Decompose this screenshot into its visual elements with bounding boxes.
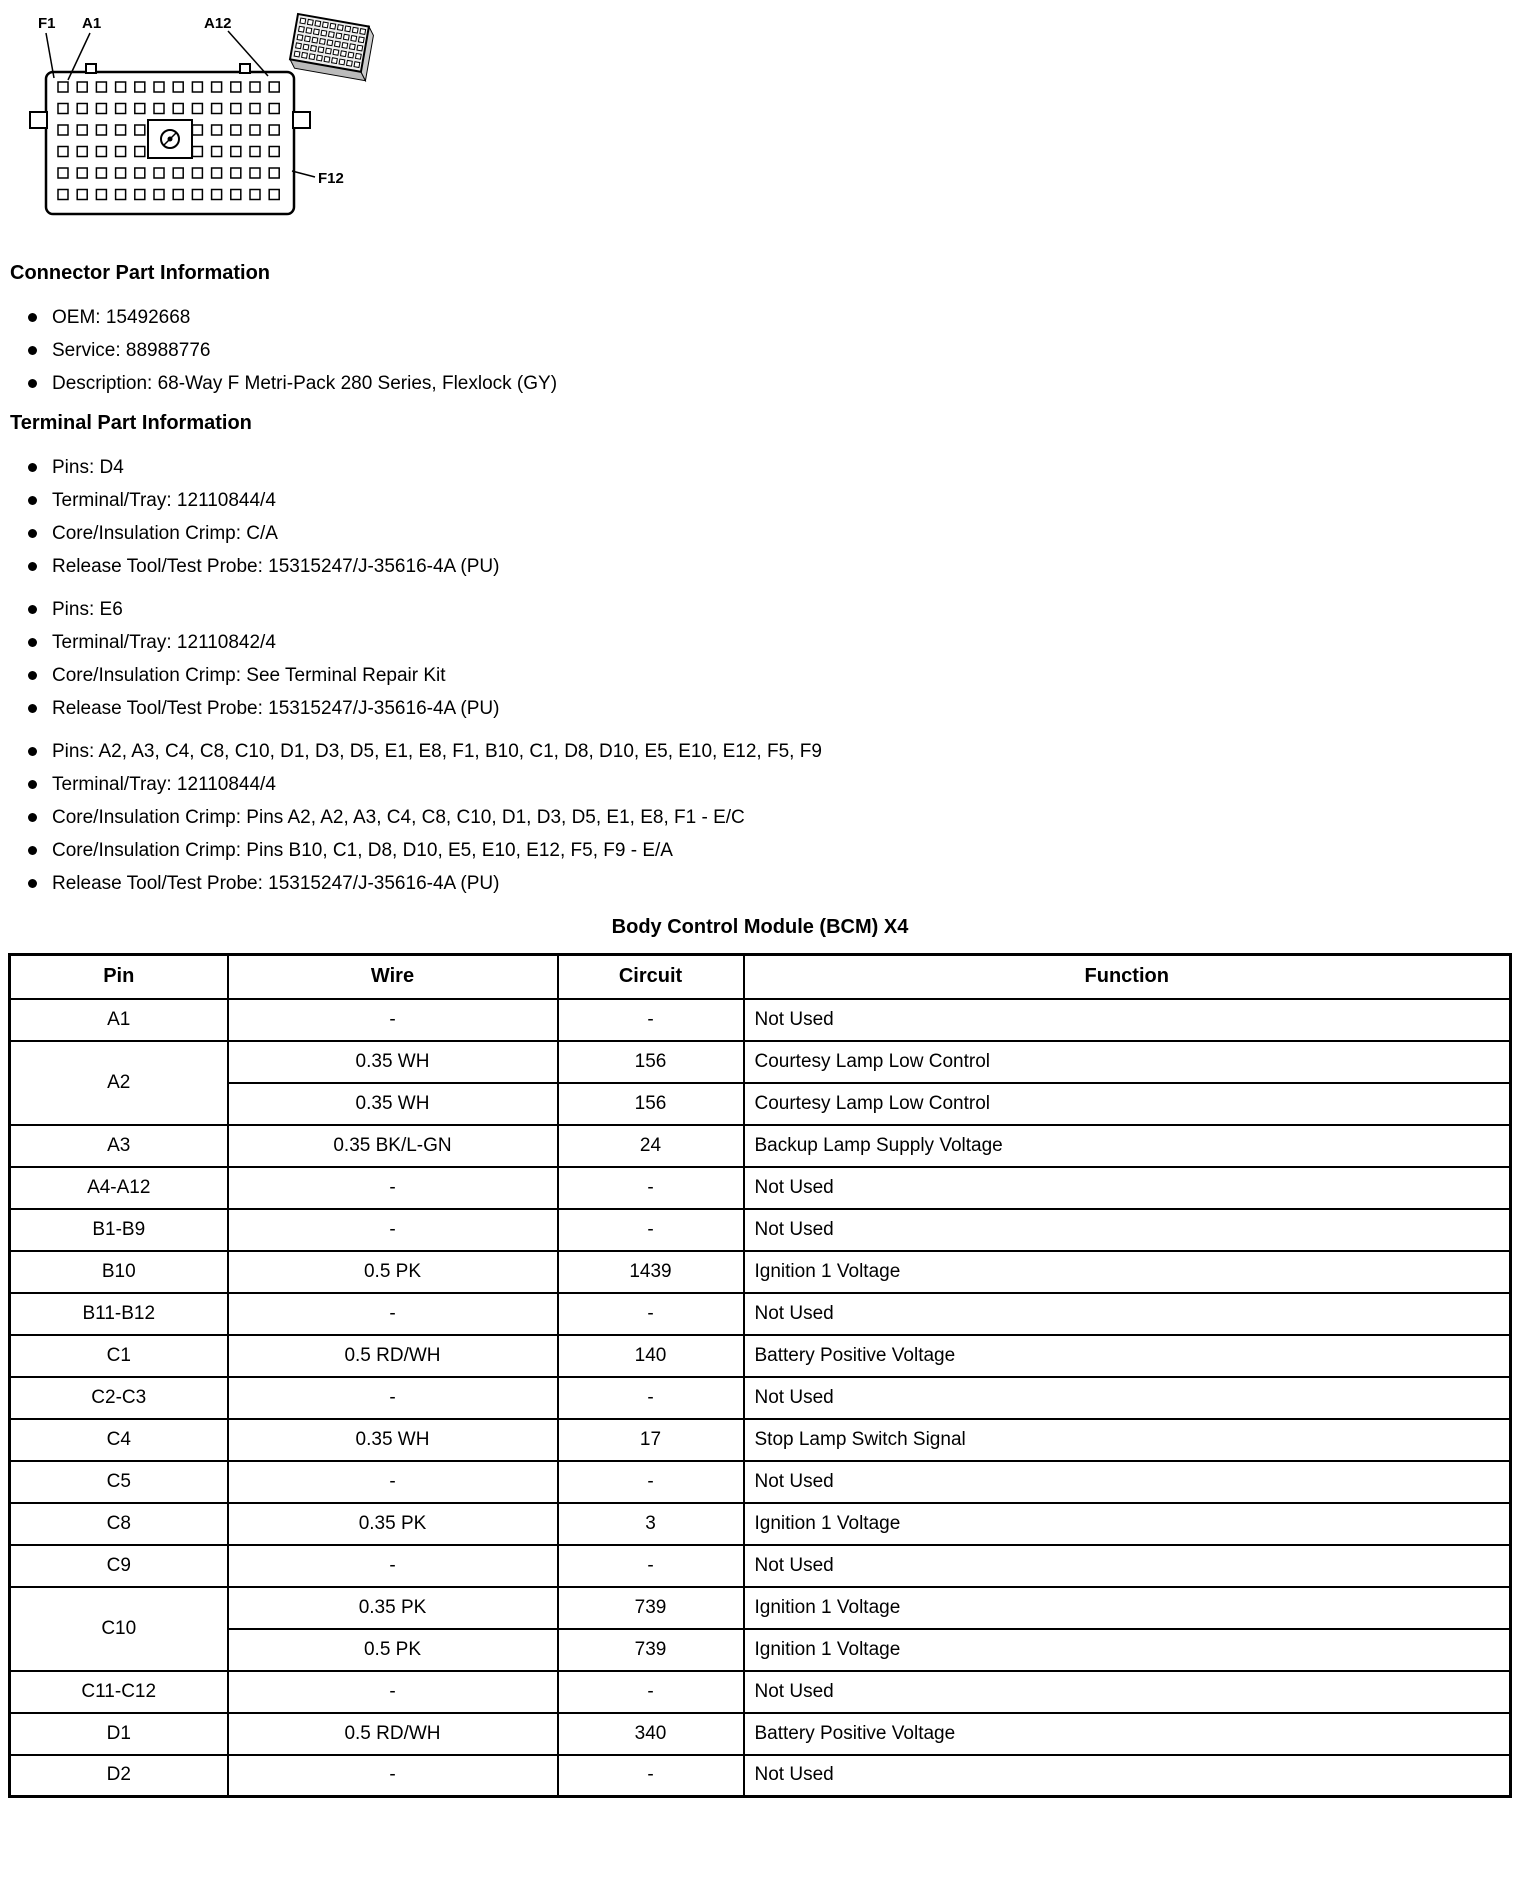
pin-cell: A4-A12 [10, 1167, 228, 1209]
function-cell: Not Used [744, 1209, 1511, 1251]
table-row [10, 1713, 1511, 1755]
connector-top-lug-right [240, 64, 250, 73]
pin-cavity [212, 82, 222, 92]
pin-cavity [135, 82, 145, 92]
iso-pin-cavity [332, 58, 338, 64]
iso-pin-cavity [307, 19, 313, 25]
pin-cavity [212, 125, 222, 135]
iso-pin-cavity [313, 29, 319, 35]
wire-cell: - [228, 1377, 558, 1419]
pin-cavity [192, 104, 202, 114]
pin-cell: C5 [10, 1461, 228, 1503]
pin-cavity [212, 190, 222, 200]
iso-pin-cavity [333, 49, 339, 55]
iso-pin-cavity [354, 62, 360, 68]
pin-cell: C4 [10, 1419, 228, 1461]
circuit-cell: - [558, 1755, 744, 1797]
pin-cavity [173, 190, 183, 200]
table-row [10, 1083, 1511, 1125]
pin-cavity [58, 125, 68, 135]
pin-cavity [192, 190, 202, 200]
table-row [10, 999, 1511, 1041]
circuit-cell: 1439 [558, 1251, 744, 1293]
wire-cell: - [228, 999, 558, 1041]
pin-cell: C2-C3 [10, 1377, 228, 1419]
pin-cavity [77, 168, 87, 178]
iso-pin-cavity [348, 52, 354, 58]
pin-cavity [116, 190, 126, 200]
function-cell: Battery Positive Voltage [744, 1713, 1511, 1755]
label-f12: F12 [318, 170, 344, 187]
connector-diagram [0, 0, 1520, 250]
wire-cell: - [228, 1545, 558, 1587]
terminal-info-item: Pins: A2, A3, C4, C8, C10, D1, D3, D5, E1, E8, F1, B10, C1, D8, D10, E5, E10, E12, F5, F9 [0, 735, 1520, 768]
table-header-row [10, 955, 1511, 999]
label-f1: F1 [38, 15, 56, 32]
pin-cavity [96, 125, 106, 135]
pin-cavity [135, 147, 145, 157]
function-cell: Backup Lamp Supply Voltage [744, 1125, 1511, 1167]
table-row [10, 1377, 1511, 1419]
table-row [10, 1251, 1511, 1293]
pin-cavity [58, 104, 68, 114]
pin-cell: A3 [10, 1125, 228, 1167]
pin-cell: B10 [10, 1251, 228, 1293]
table-row [10, 1503, 1511, 1545]
pin-cavity [250, 147, 260, 157]
table-row [10, 1461, 1511, 1503]
pin-cell: A1 [10, 999, 228, 1041]
pin-cavity [173, 104, 183, 114]
circuit-cell: - [558, 1545, 744, 1587]
pin-cavity [250, 168, 260, 178]
iso-pin-cavity [357, 45, 363, 51]
terminal-info-item: Release Tool/Test Probe: 15315247/J-35616-4A (PU) [0, 867, 1520, 900]
iso-pin-cavity [294, 51, 300, 57]
connector-top-lug-left [86, 64, 96, 73]
function-cell: Ignition 1 Voltage [744, 1503, 1511, 1545]
table-row [10, 1293, 1511, 1335]
circuit-cell: 24 [558, 1125, 744, 1167]
wire-cell: 0.5 RD/WH [228, 1335, 558, 1377]
pin-cavity [269, 82, 279, 92]
iso-pin-cavity [305, 36, 311, 42]
terminal-info-item: Release Tool/Test Probe: 15315247/J-35616-4A (PU) [0, 692, 1520, 725]
iso-pin-cavity [336, 33, 342, 39]
pin-cavity [135, 190, 145, 200]
pin-cavity [116, 168, 126, 178]
function-cell: Not Used [744, 1461, 1511, 1503]
pin-cavity [135, 168, 145, 178]
iso-pin-cavity [347, 60, 353, 66]
terminal-info-item: Release Tool/Test Probe: 15315247/J-35616-4A (PU) [0, 550, 1520, 583]
iso-pin-cavity [320, 39, 326, 45]
iso-pin-cavity [302, 52, 308, 58]
table-row [10, 1587, 1511, 1629]
wire-cell: 0.35 PK [228, 1503, 558, 1545]
table-row [10, 1041, 1511, 1083]
wire-cell: 0.5 RD/WH [228, 1713, 558, 1755]
function-cell: Ignition 1 Voltage [744, 1629, 1511, 1671]
wire-cell: - [228, 1167, 558, 1209]
wire-cell: 0.35 PK [228, 1587, 558, 1629]
iso-pin-cavity [312, 37, 318, 43]
iso-pin-cavity [317, 55, 323, 61]
iso-pin-cavity [334, 41, 340, 47]
table-title: Body Control Module (BCM) X4 [611, 916, 909, 938]
pin-cell: C1 [10, 1335, 228, 1377]
connector-diagram-svg [0, 0, 430, 260]
pin-cavity [154, 168, 164, 178]
table-body [10, 999, 1511, 1797]
pin-cavity [116, 147, 126, 157]
pin-cavity [58, 190, 68, 200]
terminal-info-item: Terminal/Tray: 12110844/4 [0, 768, 1520, 801]
circuit-cell: 156 [558, 1083, 744, 1125]
pin-cavity [269, 104, 279, 114]
function-cell: Ignition 1 Voltage [744, 1587, 1511, 1629]
iso-pin-cavity [315, 21, 321, 27]
iso-pin-cavity [355, 53, 361, 59]
table-row [10, 1671, 1511, 1713]
pin-cavity [58, 147, 68, 157]
function-cell: Not Used [744, 1671, 1511, 1713]
pin-cavity [192, 82, 202, 92]
circuit-cell: - [558, 1377, 744, 1419]
function-cell: Not Used [744, 1377, 1511, 1419]
wire-cell: - [228, 1461, 558, 1503]
pin-cell: A2 [10, 1041, 228, 1125]
iso-pin-cavity [318, 47, 324, 53]
function-cell: Not Used [744, 1755, 1511, 1797]
pin-cavity [212, 147, 222, 157]
pin-cavity [231, 190, 241, 200]
pin-cavity [96, 190, 106, 200]
function-cell: Not Used [744, 999, 1511, 1041]
function-cell: Stop Lamp Switch Signal [744, 1419, 1511, 1461]
terminal-info-item: Pins: D4 [0, 451, 1520, 484]
column-header-circuit: Circuit [558, 955, 744, 999]
function-cell: Courtesy Lamp Low Control [744, 1083, 1511, 1125]
pin-cavity [269, 125, 279, 135]
pin-cavity [96, 104, 106, 114]
pin-cavity [269, 168, 279, 178]
circuit-cell: 739 [558, 1629, 744, 1671]
connector-part-info-list [0, 301, 1520, 400]
wire-cell: - [228, 1209, 558, 1251]
pin-cavity [96, 82, 106, 92]
pin-cavity [250, 125, 260, 135]
circuit-cell: 3 [558, 1503, 744, 1545]
function-cell: Courtesy Lamp Low Control [744, 1041, 1511, 1083]
pin-cavity [231, 104, 241, 114]
terminal-info-item: Terminal/Tray: 12110842/4 [0, 626, 1520, 659]
pin-cavity [96, 168, 106, 178]
pin-cavity [116, 104, 126, 114]
pin-cavity [77, 125, 87, 135]
pin-cell: C9 [10, 1545, 228, 1587]
iso-pin-cavity [345, 26, 351, 32]
terminal-info-item: Core/Insulation Crimp: Pins B10, C1, D8, D10, E5, E10, E12, F5, F9 - E/A [0, 834, 1520, 867]
pin-cavity [116, 82, 126, 92]
table-row [10, 1545, 1511, 1587]
iso-pin-cavity [328, 32, 334, 38]
pin-cavity [173, 82, 183, 92]
iso-pin-cavity [322, 22, 328, 28]
pin-cavity [77, 147, 87, 157]
pin-cavity [250, 82, 260, 92]
pin-cavity [96, 147, 106, 157]
iso-pin-cavity [296, 43, 302, 49]
terminal-part-info-groups [0, 451, 1520, 900]
pin-cavity [77, 190, 87, 200]
pin-cavity [77, 104, 87, 114]
iso-pin-cavity [360, 29, 366, 35]
pin-cell: C10 [10, 1587, 228, 1671]
function-cell: Not Used [744, 1545, 1511, 1587]
pin-cavity [77, 82, 87, 92]
pin-cavity [58, 82, 68, 92]
iso-pin-cavity [300, 18, 306, 24]
iso-pin-cavity [303, 44, 309, 50]
pin-cell: C8 [10, 1503, 228, 1545]
circuit-cell: - [558, 1293, 744, 1335]
wire-cell: 0.35 WH [228, 1083, 558, 1125]
iso-pin-cavity [330, 23, 336, 29]
circuit-cell: - [558, 1671, 744, 1713]
pin-cavity [231, 125, 241, 135]
iso-pin-cavity [341, 51, 347, 57]
function-cell: Battery Positive Voltage [744, 1335, 1511, 1377]
iso-pin-cavity [326, 48, 332, 54]
bcm-pinout-table [8, 953, 1512, 1798]
pin-cavity [250, 190, 260, 200]
iso-pin-cavity [321, 30, 327, 36]
circuit-cell: - [558, 1167, 744, 1209]
column-header-function: Function [744, 955, 1511, 999]
pin-cavity [135, 104, 145, 114]
pin-cell: B1-B9 [10, 1209, 228, 1251]
iso-pin-cavity [339, 59, 345, 65]
leader-f1 [46, 33, 54, 78]
pin-cavity [116, 125, 126, 135]
iso-pin-cavity [297, 35, 303, 41]
wire-cell: 0.35 BK/L-GN [228, 1125, 558, 1167]
wire-cell: 0.5 PK [228, 1629, 558, 1671]
circuit-cell: 156 [558, 1041, 744, 1083]
pin-cavity [250, 104, 260, 114]
circuit-cell: 140 [558, 1335, 744, 1377]
circuit-cell: 17 [558, 1419, 744, 1461]
circuit-cell: - [558, 1209, 744, 1251]
connector-info-item: Description: 68-Way F Metri-Pack 280 Series, Flexlock (GY) [0, 367, 1520, 400]
function-cell: Not Used [744, 1293, 1511, 1335]
terminal-info-item: Core/Insulation Crimp: C/A [0, 517, 1520, 550]
terminal-info-item: Core/Insulation Crimp: See Terminal Repair Kit [0, 659, 1520, 692]
pin-cell: D2 [10, 1755, 228, 1797]
circuit-cell: - [558, 1461, 744, 1503]
wire-cell: - [228, 1671, 558, 1713]
pin-cavity [154, 104, 164, 114]
table-row [10, 1755, 1511, 1797]
pin-cavity [269, 147, 279, 157]
iso-pin-cavity [351, 36, 357, 42]
pin-cavity [231, 82, 241, 92]
terminal-info-item: Terminal/Tray: 12110844/4 [0, 484, 1520, 517]
pin-cavity [212, 104, 222, 114]
pin-cell: B11-B12 [10, 1293, 228, 1335]
iso-pin-cavity [342, 43, 348, 49]
connector-info-item: Service: 88988776 [0, 334, 1520, 367]
table-row [10, 1125, 1511, 1167]
column-header-wire: Wire [228, 955, 558, 999]
connector-left-tab [30, 112, 47, 128]
table-row [10, 1335, 1511, 1377]
connector-face-view [30, 64, 310, 214]
pin-cavity [231, 168, 241, 178]
table-row [10, 1629, 1511, 1671]
pin-cavity [269, 190, 279, 200]
leader-f12 [292, 171, 315, 177]
iso-pin-cavity [306, 28, 312, 34]
connector-part-info-heading: Connector Part Information [10, 262, 271, 284]
wire-cell: - [228, 1293, 558, 1335]
pin-cavity [154, 82, 164, 92]
terminal-info-item: Core/Insulation Crimp: Pins A2, A2, A3, C4, C8, C10, D1, D3, D5, E1, E8, F1 - E/C [0, 801, 1520, 834]
label-a12: A12 [204, 15, 232, 32]
pin-cavity [212, 168, 222, 178]
terminal-part-info-heading: Terminal Part Information [10, 412, 252, 434]
circuit-cell: - [558, 999, 744, 1041]
iso-pin-cavity [352, 27, 358, 33]
pin-cavity [135, 125, 145, 135]
label-a1: A1 [82, 15, 102, 32]
connector-info-item: OEM: 15492668 [0, 301, 1520, 334]
pin-cavity [192, 147, 202, 157]
pin-cavity [58, 168, 68, 178]
function-cell: Ignition 1 Voltage [744, 1251, 1511, 1293]
iso-pin-cavity [358, 37, 364, 43]
iso-pin-cavity [343, 34, 349, 40]
connector-right-tab [293, 112, 310, 128]
iso-pin-cavity [311, 46, 317, 52]
iso-pin-cavity [299, 26, 305, 32]
terminal-info-group-2 [0, 593, 1520, 725]
pin-cavity [192, 125, 202, 135]
terminal-info-group-1 [0, 451, 1520, 583]
wire-cell: 0.35 WH [228, 1419, 558, 1461]
circuit-cell: 739 [558, 1587, 744, 1629]
iso-pin-cavity [324, 56, 330, 62]
connector-3d-view [289, 14, 375, 81]
pin-cavity [231, 147, 241, 157]
table-row [10, 1167, 1511, 1209]
column-header-pin: Pin [10, 955, 228, 999]
iso-pin-cavity [349, 44, 355, 50]
pin-cavity [192, 168, 202, 178]
iso-pin-cavity [337, 25, 343, 31]
wire-cell: 0.35 WH [228, 1041, 558, 1083]
pin-cell: D1 [10, 1713, 228, 1755]
terminal-info-group-3 [0, 735, 1520, 900]
iso-pin-cavity [327, 40, 333, 46]
center-lock-feature [148, 120, 192, 158]
pin-cavity [154, 190, 164, 200]
wire-cell: 0.5 PK [228, 1251, 558, 1293]
wire-cell: - [228, 1755, 558, 1797]
pin-cavity [173, 168, 183, 178]
iso-pin-cavity [309, 54, 315, 60]
terminal-info-item: Pins: E6 [0, 593, 1520, 626]
circuit-cell: 340 [558, 1713, 744, 1755]
pin-cell: C11-C12 [10, 1671, 228, 1713]
function-cell: Not Used [744, 1167, 1511, 1209]
table-row [10, 1209, 1511, 1251]
table-row [10, 1419, 1511, 1461]
